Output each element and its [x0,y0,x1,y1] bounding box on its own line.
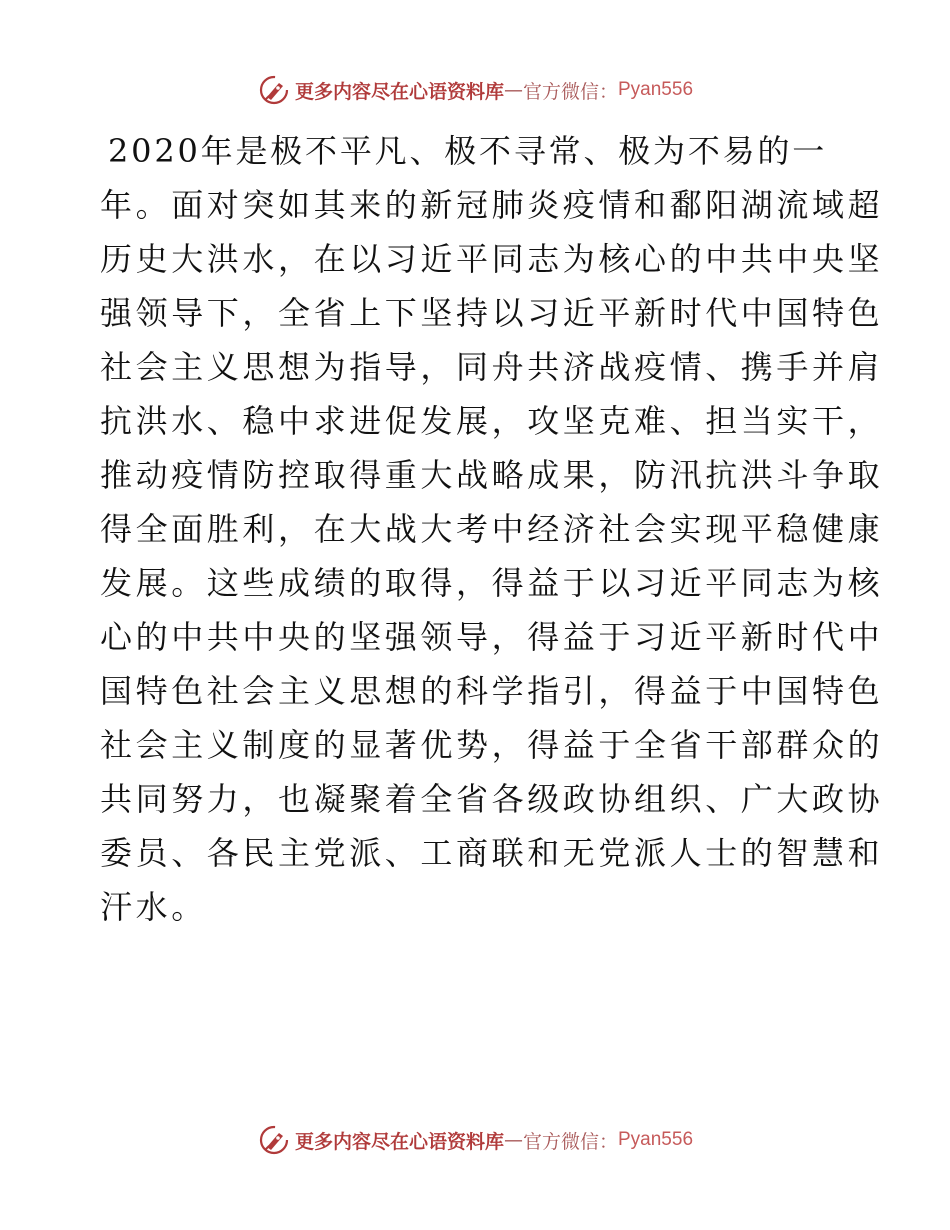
banner-wechat-id: Pyan556 [618,79,694,100]
header-banner [0,70,950,110]
footer-banner [0,1120,950,1160]
paragraph-line: 2020年是极不平凡、极不寻常、极为不易的一 [108,132,828,170]
paragraph-line: 社会主义制度的显著优势，得益于全省干部群众的 [100,726,884,764]
banner-wechat-label: 官方微信： [522,80,618,103]
banner-separator: — [503,1129,523,1151]
paragraph-line: 抗洪水、稳中求进促发展，攻坚克难、担当实干， [100,402,884,440]
paragraph-line: 年。面对突如其来的新冠肺炎疫情和鄱阳湖流域超 [100,186,884,224]
paragraph-line: 推动疫情防控取得重大战略成果，防汛抗洪斗争取 [100,456,884,494]
banner-separator: — [503,79,523,101]
paragraph-line: 国特色社会主义思想的科学指引，得益于中国特色 [100,672,884,710]
paragraph-line: 得全面胜利，在大战大考中经济社会实现平稳健康 [100,510,884,548]
paragraph-line: 委员、各民主党派、工商联和无党派人士的智慧和 [100,834,884,872]
paragraph-line: 社会主义思想为指导，同舟共济战疫情、携手并肩 [100,348,884,386]
pen-nib-logo-icon [257,73,291,107]
banner-wechat-id: Pyan556 [618,1129,694,1150]
paragraph-line: 发展。这些成绩的取得，得益于以习近平同志为核 [100,564,884,602]
banner-wechat-label: 官方微信： [522,1130,618,1153]
paragraph-line: 心的中共中央的坚强领导，得益于习近平新时代中 [100,618,884,656]
paragraph-line: 历史大洪水，在以习近平同志为核心的中共中央坚 [100,240,884,278]
body-paragraph [100,124,884,934]
paragraph-line: 汗水。 [100,888,207,926]
banner-site-name: 更多内容尽在心语资料库 [294,80,504,103]
pen-nib-logo-icon [257,1123,291,1157]
paragraph-line: 强领导下，全省上下坚持以习近平新时代中国特色 [100,294,884,332]
banner-site-name: 更多内容尽在心语资料库 [294,1130,504,1153]
paragraph-line: 共同努力，也凝聚着全省各级政协组织、广大政协 [100,780,884,818]
